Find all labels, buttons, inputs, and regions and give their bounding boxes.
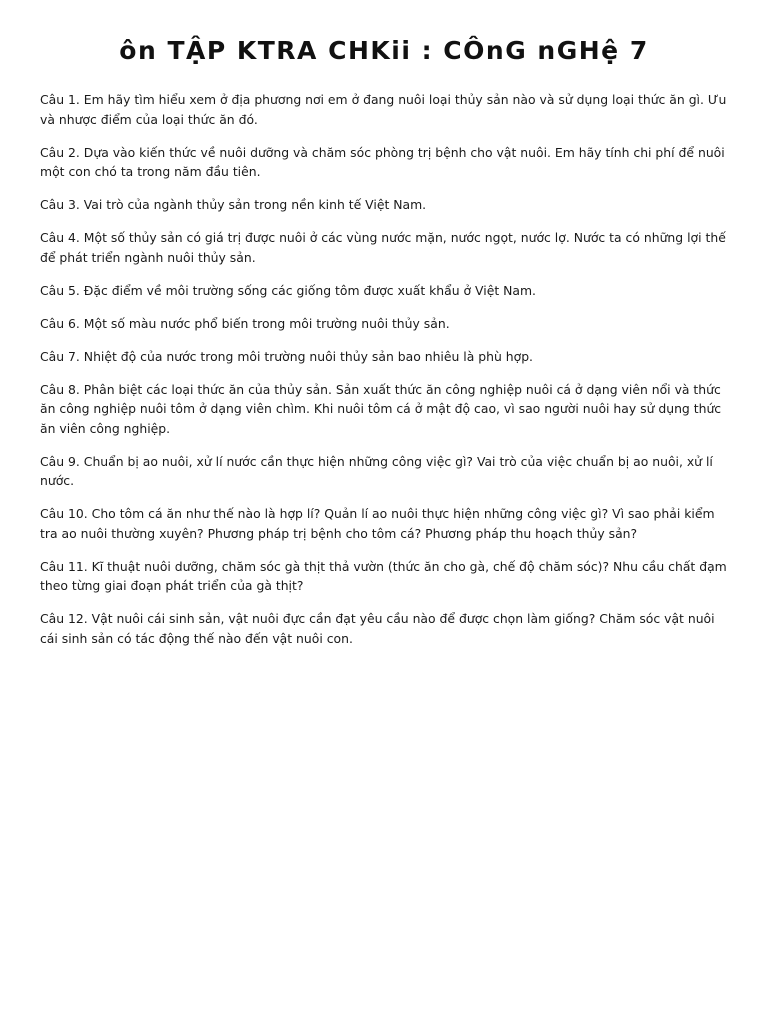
question-item: Câu 10. Cho tôm cá ăn như thế nào là hợp lí? Quản lí ao nuôi thực hiện những công việc gì? Vì sao phải kiểm tra ao nuôi thường xuyên? Phương pháp trị bệnh cho tôm cá? Phương pháp thu hoạch thủy sản? bbox=[40, 506, 715, 541]
question-item: Câu 9. Chuẩn bị ao nuôi, xử lí nước cần thực hiện những công việc gì? Vai trò của việc chuẩn bị ao nuôi, xử lí nước. bbox=[40, 453, 713, 488]
question-item: Câu 3. Vai trò của ngành thủy sản trong nền kinh tế Việt Nam. bbox=[40, 197, 427, 212]
question-item: Câu 8. Phân biệt các loại thức ăn của thủy sản. Sản xuất thức ăn công nghiệp nuôi cá ở dạng viên nổi và thức ăn công nghiệp nuôi tôm ở dạng viên chìm. Khi nuôi tôm cá ở mật độ cao, vì sao người nuôi hay sử dụng thức ăn viên công nghiệp. bbox=[40, 381, 722, 436]
page-title: ôn TẬP KTRA CHKii : CÔnG nGHệ 7 bbox=[119, 36, 649, 65]
question-item: Câu 7. Nhiệt độ của nước trong môi trường nuôi thủy sản bao nhiêu là phù hợp. bbox=[40, 348, 533, 364]
question-item: Câu 2. Dựa vào kiến thức về nuôi dưỡng và chăm sóc phòng trị bệnh cho vật nuôi. Em hãy tính chi phí để nuôi một con chó ta trong năm đầu tiên. bbox=[40, 144, 725, 179]
question-item: Câu 11. Kĩ thuật nuôi dưỡng, chăm sóc gà thịt thả vườn (thức ăn cho gà, chế độ chăm sóc)? Nhu cầu chất đạm theo từng giai đoạn phát triển của gà thịt? bbox=[40, 558, 727, 593]
question-item: Câu 5. Đặc điểm về môi trường sống các giống tôm được xuất khẩu ở Việt Nam. bbox=[40, 282, 536, 298]
question-item: Câu 4. Một số thủy sản có giá trị được nuôi ở các vùng nước mặn, nước ngọt, nước lợ. Nước ta có những lợi thế để phát triển ngành nuôi thủy sản. bbox=[40, 230, 726, 265]
question-item: Câu 6. Một số màu nước phổ biến trong môi trường nuôi thủy sản. bbox=[40, 315, 450, 331]
question-item: Câu 12. Vật nuôi cái sinh sản, vật nuôi đực cần đạt yêu cầu nào để được chọn làm giống? Chăm sóc vật nuôi cái sinh sản có tác động thế nào đến vật nuôi con. bbox=[40, 611, 715, 646]
question-item: Câu 1. Em hãy tìm hiểu xem ở địa phương nơi em ở đang nuôi loại thủy sản nào và sử dụng loại thức ăn gì. Ưu và nhược điểm của loại thức ăn đó. bbox=[40, 92, 727, 127]
question-list bbox=[40, 90, 730, 662]
